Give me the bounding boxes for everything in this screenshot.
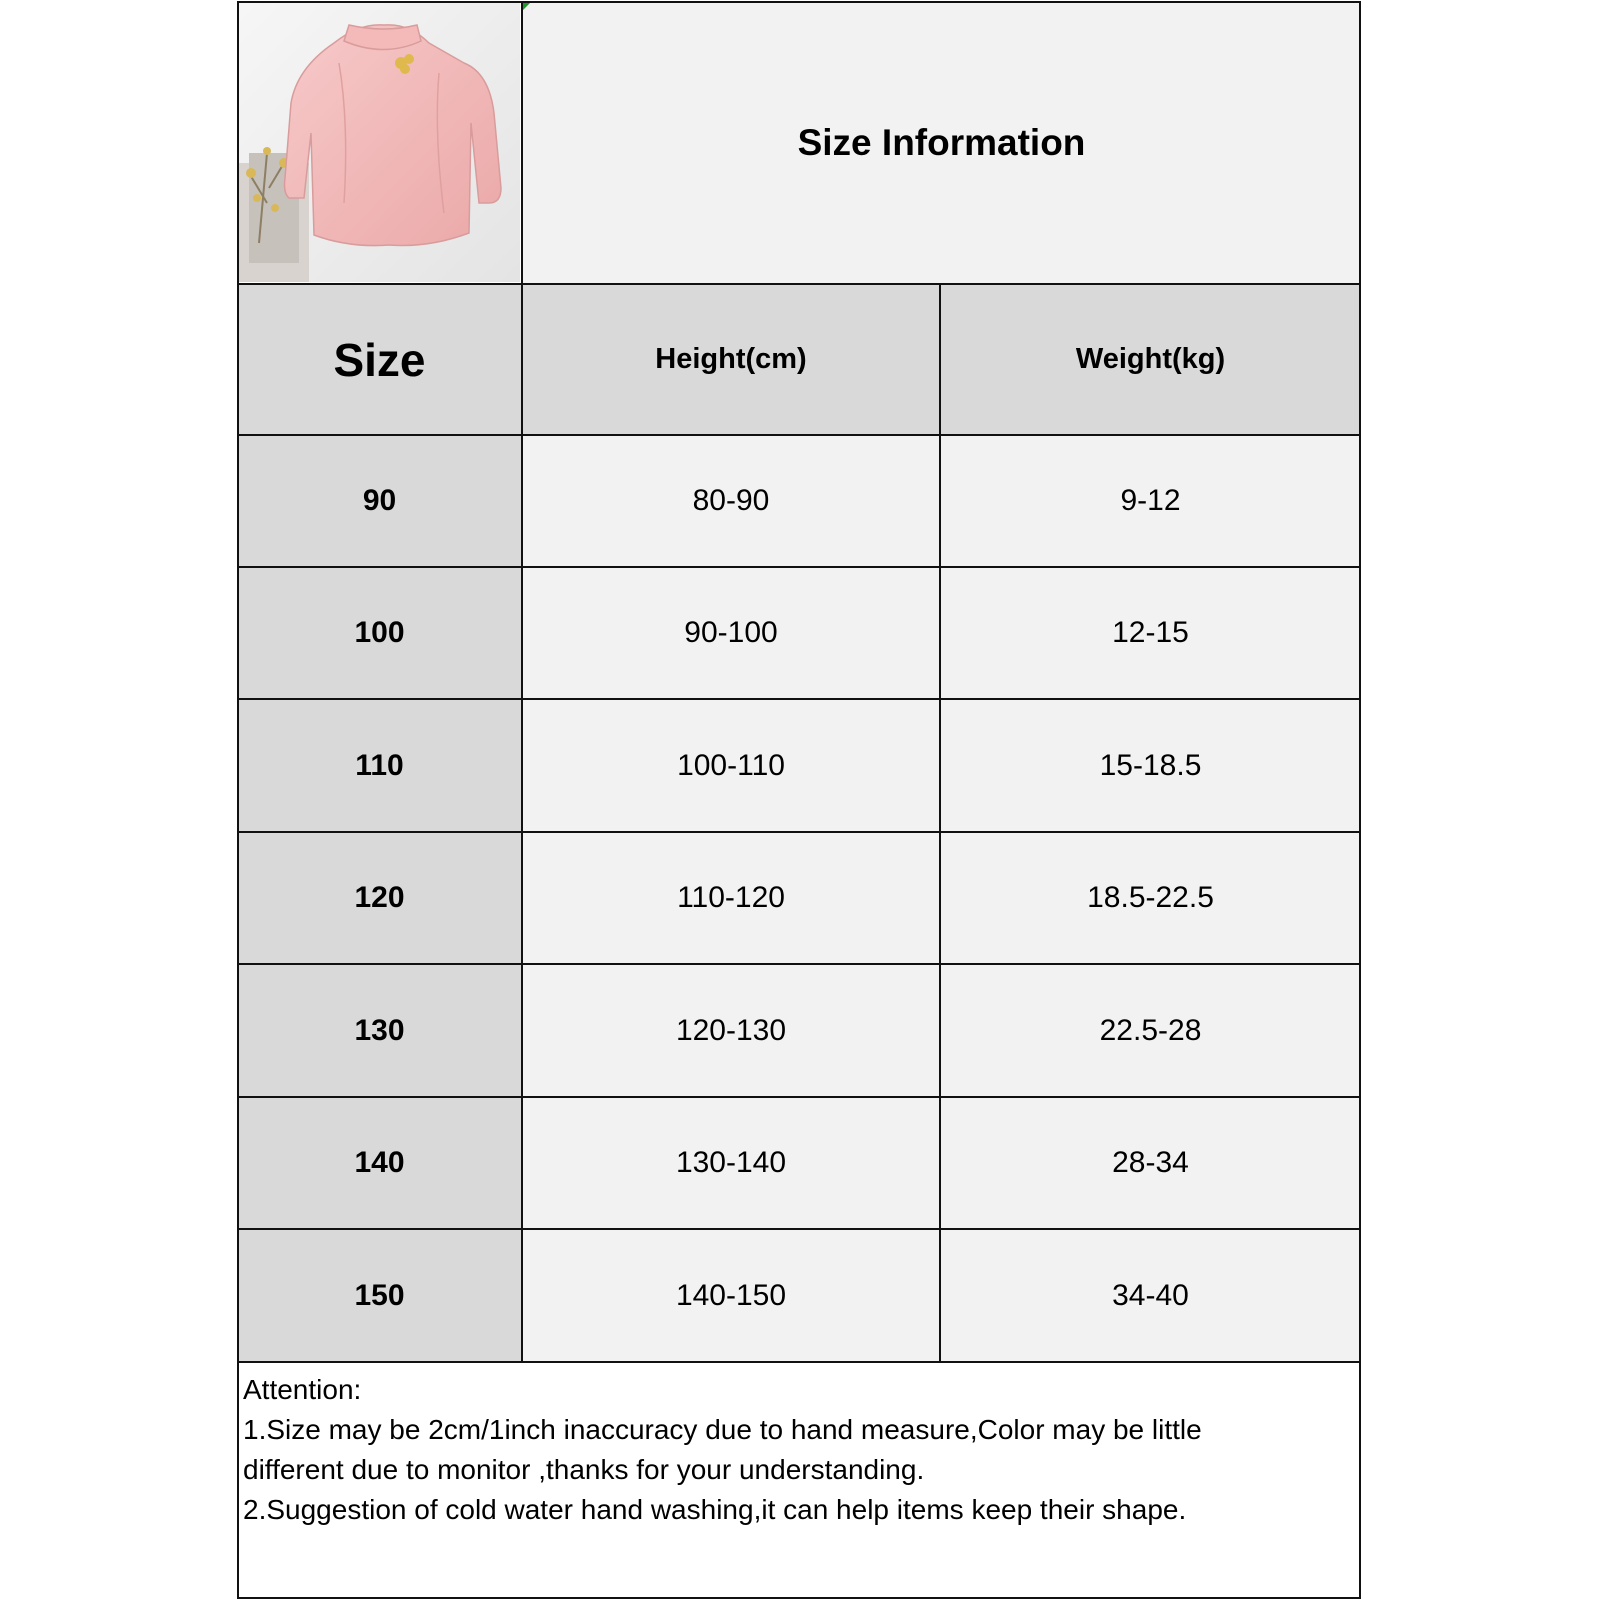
- grid-line: [237, 566, 1361, 568]
- notes-line: 2.Suggestion of cold water hand washing,it can help items keep their shape.: [243, 1494, 1187, 1525]
- weight-value: 9-12: [1120, 484, 1181, 517]
- weight-value: 18.5-22.5: [1087, 881, 1214, 914]
- grid-line: [237, 1361, 1361, 1363]
- table-row-size: [237, 435, 522, 567]
- size-value: 120: [354, 881, 405, 914]
- height-value: 90-100: [684, 616, 778, 649]
- table-row-weight: [940, 1229, 1361, 1362]
- table-row-size: [237, 1097, 522, 1229]
- weight-value: 34-40: [1112, 1278, 1189, 1312]
- table-row-weight: [940, 567, 1361, 699]
- grid-line: [237, 831, 1361, 833]
- grid-line: [237, 434, 1361, 436]
- grid-line: [939, 284, 941, 1362]
- grid-line: [237, 283, 1361, 285]
- table-row-weight: [940, 1097, 1361, 1229]
- grid-line: [237, 963, 1361, 965]
- header-size-label: Size: [333, 333, 426, 386]
- table-row-height: [522, 832, 940, 964]
- height-value: 80-90: [692, 484, 770, 517]
- height-value: 140-150: [675, 1278, 787, 1312]
- table-row-weight: [940, 832, 1361, 964]
- attention-notes: [237, 1362, 1361, 1599]
- table-row-height: [522, 1229, 940, 1362]
- header-height: [522, 284, 940, 435]
- product-photo: [237, 1, 522, 284]
- grid-line: [521, 1, 523, 1362]
- notes-line: 1.Size may be 2cm/1inch inaccuracy due to hand measure,Color may be little: [243, 1414, 1202, 1445]
- table-row-size: [237, 567, 522, 699]
- grid-line: [237, 1228, 1361, 1230]
- header-size: [237, 284, 522, 435]
- size-value: 90: [362, 484, 397, 517]
- grid-line: [237, 1096, 1361, 1098]
- notes-line: different due to monitor ,thanks for your understanding.: [243, 1454, 925, 1485]
- weight-value: 22.5-28: [1099, 1013, 1202, 1047]
- size-value: 130: [354, 1013, 405, 1047]
- table-row-weight: [940, 435, 1361, 567]
- table-row-size: [237, 699, 522, 832]
- weight-value: 15-18.5: [1099, 748, 1202, 782]
- weight-value: 28-34: [1112, 1146, 1189, 1179]
- size-value: 150: [354, 1278, 405, 1312]
- header-height-label: Height(cm): [655, 343, 807, 375]
- table-row-size: [237, 832, 522, 964]
- table-row-height: [522, 567, 940, 699]
- height-value: 130-140: [675, 1146, 787, 1179]
- weight-value: 12-15: [1112, 616, 1189, 649]
- size-value: 100: [354, 616, 405, 649]
- height-value: 100-110: [677, 748, 785, 782]
- table-row-height: [522, 435, 940, 567]
- page-title: Size Information: [797, 121, 1086, 163]
- height-value: 110-120: [677, 881, 785, 914]
- size-value: 110: [355, 748, 404, 782]
- table-row-size: [237, 1229, 522, 1362]
- notes-heading: Attention:: [243, 1374, 362, 1405]
- header-weight-label: Weight(kg): [1075, 343, 1226, 375]
- size-value: 140: [354, 1146, 405, 1179]
- size-chart: [237, 1, 1361, 1599]
- grid-line: [237, 698, 1361, 700]
- title-cell: [522, 1, 1361, 284]
- cell-marker: [522, 1, 532, 11]
- table-row-weight: [940, 699, 1361, 832]
- header-weight: [940, 284, 1361, 435]
- table-row-size: [237, 964, 522, 1097]
- table-row-weight: [940, 964, 1361, 1097]
- height-value: 120-130: [675, 1013, 787, 1047]
- pink-shirt-image: [239, 3, 520, 282]
- table-row-height: [522, 964, 940, 1097]
- table-row-height: [522, 1097, 940, 1229]
- table-row-height: [522, 699, 940, 832]
